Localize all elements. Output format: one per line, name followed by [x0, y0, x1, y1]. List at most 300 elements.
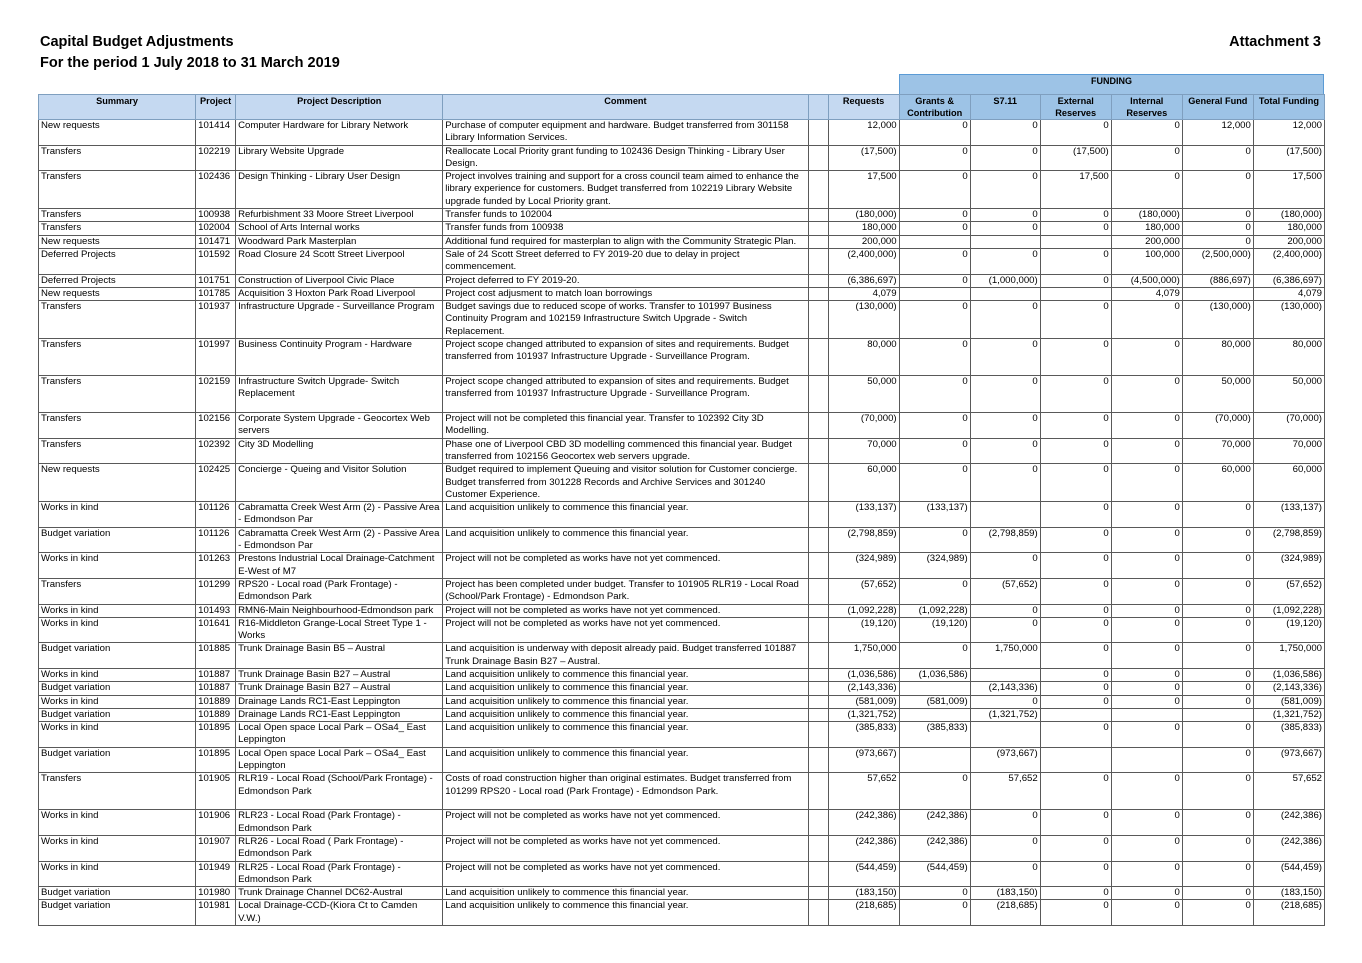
cell-total: 1,750,000: [1253, 643, 1324, 669]
cell-project: 101981: [196, 900, 236, 926]
cell-comment: Land acquisition unlikely to commence this financial year.: [443, 900, 808, 926]
cell-project: 101887: [196, 682, 236, 695]
cell-external: 0: [1040, 274, 1111, 287]
cell-grants: 0: [899, 900, 970, 926]
cell-internal: (180,000): [1111, 209, 1182, 222]
cell-external: 0: [1040, 668, 1111, 681]
table-row: [39, 413, 1325, 439]
table-row: [39, 376, 1325, 413]
cell-comment: Land acquisition unlikely to commence this financial year.: [443, 695, 808, 708]
cell-requests: 70,000: [828, 438, 899, 464]
cell-external: 0: [1040, 527, 1111, 553]
cell-general: 50,000: [1182, 376, 1253, 413]
cell-internal: (4,500,000): [1111, 274, 1182, 287]
cell-summary: Works in kind: [39, 810, 196, 836]
cell-description: Trunk Drainage Basin B5 – Austral: [236, 643, 443, 669]
cell-external: 0: [1040, 643, 1111, 669]
cell-s711: 0: [970, 376, 1040, 413]
cell-internal: 0: [1111, 900, 1182, 926]
cell-project: 102425: [196, 464, 236, 502]
cell-spacer: [808, 502, 828, 528]
cell-requests: (130,000): [828, 301, 899, 339]
cell-grants: (1,092,228): [899, 604, 970, 617]
table-row: [39, 861, 1325, 887]
cell-general: 0: [1182, 668, 1253, 681]
cell-project: 101641: [196, 617, 236, 643]
cell-summary: Transfers: [39, 209, 196, 222]
table-row: [39, 604, 1325, 617]
cell-grants: 0: [899, 438, 970, 464]
cell-spacer: [808, 578, 828, 604]
cell-summary: Works in kind: [39, 861, 196, 887]
cell-s711: 0: [970, 464, 1040, 502]
cell-grants: (385,833): [899, 722, 970, 748]
cell-grants: (133,137): [899, 502, 970, 528]
table-row: [39, 900, 1325, 926]
cell-external: 0: [1040, 617, 1111, 643]
cell-total: (1,321,752): [1253, 708, 1324, 721]
cell-general: 0: [1182, 617, 1253, 643]
cell-comment: Project will not be completed this financial year. Transfer to 102392 City 3D Modelling.: [443, 413, 808, 439]
cell-s711: [970, 668, 1040, 681]
cell-external: 0: [1040, 376, 1111, 413]
cell-summary: Deferred Projects: [39, 248, 196, 274]
cell-s711: [970, 722, 1040, 748]
table-row: [39, 464, 1325, 502]
cell-general: (130,000): [1182, 301, 1253, 339]
cell-external: 0: [1040, 722, 1111, 748]
cell-general: [1182, 287, 1253, 300]
cell-comment: Project has been completed under budget. Transfer to 101905 RLR19 - Local Road (School/Park Frontage) - Edmondson Park.: [443, 578, 808, 604]
cell-spacer: [808, 887, 828, 900]
cell-description: Prestons Industrial Local Drainage-Catchment E-West of M7: [236, 553, 443, 579]
cell-spacer: [808, 413, 828, 439]
cell-total: (242,386): [1253, 835, 1324, 861]
cell-total: (70,000): [1253, 413, 1324, 439]
table-row: [39, 145, 1325, 171]
cell-external: 0: [1040, 604, 1111, 617]
cell-total: 4,079: [1253, 287, 1324, 300]
cell-total: (242,386): [1253, 810, 1324, 836]
cell-grants: [899, 747, 970, 773]
cell-external: 0: [1040, 810, 1111, 836]
cell-spacer: [808, 438, 828, 464]
cell-comment: Purchase of computer equipment and hardware. Budget transferred from 301158 Library Information Services.: [443, 120, 808, 146]
cell-requests: 80,000: [828, 339, 899, 376]
cell-total: (2,798,859): [1253, 527, 1324, 553]
cell-comment: Costs of road construction higher than original estimates. Budget transferred from 101299 RPS20 - Local road (Park Frontage) - Edmondson Park.: [443, 773, 808, 810]
cell-general: 0: [1182, 835, 1253, 861]
cell-s711: 1,750,000: [970, 643, 1040, 669]
cell-total: (6,386,697): [1253, 274, 1324, 287]
cell-project: 101980: [196, 887, 236, 900]
cell-total: 180,000: [1253, 222, 1324, 235]
cell-spacer: [808, 900, 828, 926]
cell-internal: 0: [1111, 835, 1182, 861]
cell-total: (973,667): [1253, 747, 1324, 773]
cell-spacer: [808, 222, 828, 235]
cell-project: 101997: [196, 339, 236, 376]
cell-comment: Budget savings due to reduced scope of works. Transfer to 101997 Business Continuity Program and 102159 Infrastructure Switch Upgrade - Switch Replacement.: [443, 301, 808, 339]
cell-project: 101751: [196, 274, 236, 287]
table-row: [39, 235, 1325, 248]
cell-project: 101126: [196, 527, 236, 553]
cell-s711: 0: [970, 248, 1040, 274]
cell-grants: [899, 682, 970, 695]
table-row: [39, 438, 1325, 464]
cell-total: (2,143,336): [1253, 682, 1324, 695]
cell-requests: (70,000): [828, 413, 899, 439]
cell-comment: Land acquisition unlikely to commence this financial year.: [443, 722, 808, 748]
cell-requests: 4,079: [828, 287, 899, 300]
cell-spacer: [808, 722, 828, 748]
cell-summary: Budget variation: [39, 887, 196, 900]
cell-general: 0: [1182, 695, 1253, 708]
cell-internal: 0: [1111, 502, 1182, 528]
cell-summary: New requests: [39, 464, 196, 502]
cell-summary: Budget variation: [39, 900, 196, 926]
cell-internal: 0: [1111, 171, 1182, 209]
cell-s711: 0: [970, 604, 1040, 617]
cell-description: RPS20 - Local road (Park Frontage) - Edmondson Park: [236, 578, 443, 604]
cell-total: (183,150): [1253, 887, 1324, 900]
cell-s711: (1,321,752): [970, 708, 1040, 721]
cell-summary: Transfers: [39, 773, 196, 810]
cell-description: Drainage Lands RC1-East Leppington: [236, 695, 443, 708]
cell-spacer: [808, 695, 828, 708]
cell-spacer: [808, 604, 828, 617]
table-row: [39, 810, 1325, 836]
cell-grants: 0: [899, 301, 970, 339]
cell-general: 0: [1182, 527, 1253, 553]
cell-grants: [899, 235, 970, 248]
cell-comment: Reallocate Local Priority grant funding to 102436 Design Thinking - Library User Design.: [443, 145, 808, 171]
cell-spacer: [808, 301, 828, 339]
cell-general: 60,000: [1182, 464, 1253, 502]
cell-spacer: [808, 274, 828, 287]
cell-s711: 0: [970, 810, 1040, 836]
cell-comment: Budget required to implement Queuing and visitor solution for Customer concierge. Budget transferred from 301228 Records and Archive Services and 301240 Customer Experience.: [443, 464, 808, 502]
cell-requests: 12,000: [828, 120, 899, 146]
cell-spacer: [808, 617, 828, 643]
cell-project: 101889: [196, 695, 236, 708]
cell-description: Drainage Lands RC1-East Leppington: [236, 708, 443, 721]
cell-summary: Budget variation: [39, 643, 196, 669]
cell-spacer: [808, 339, 828, 376]
cell-external: 0: [1040, 553, 1111, 579]
cell-total: 200,000: [1253, 235, 1324, 248]
cell-summary: Budget variation: [39, 747, 196, 773]
cell-description: Construction of Liverpool Civic Place: [236, 274, 443, 287]
cell-grants: (581,009): [899, 695, 970, 708]
cell-summary: Works in kind: [39, 502, 196, 528]
cell-internal: 100,000: [1111, 248, 1182, 274]
table-row: [39, 578, 1325, 604]
cell-general: 0: [1182, 145, 1253, 171]
cell-internal: 0: [1111, 301, 1182, 339]
cell-external: 17,500: [1040, 171, 1111, 209]
cell-grants: 0: [899, 120, 970, 146]
cell-requests: (6,386,697): [828, 274, 899, 287]
cell-external: 0: [1040, 301, 1111, 339]
cell-requests: (242,386): [828, 835, 899, 861]
cell-description: Computer Hardware for Library Network: [236, 120, 443, 146]
cell-grants: 0: [899, 527, 970, 553]
cell-s711: 0: [970, 695, 1040, 708]
cell-requests: (973,667): [828, 747, 899, 773]
cell-comment: Project will not be completed as works have not yet commenced.: [443, 861, 808, 887]
cell-external: 0: [1040, 835, 1111, 861]
cell-general: (70,000): [1182, 413, 1253, 439]
cell-requests: (385,833): [828, 722, 899, 748]
cell-project: 101263: [196, 553, 236, 579]
col-grants: Grants & Contribution: [899, 95, 970, 120]
cell-comment: Land acquisition unlikely to commence this financial year.: [443, 527, 808, 553]
cell-external: 0: [1040, 413, 1111, 439]
cell-spacer: [808, 835, 828, 861]
cell-comment: Land acquisition unlikely to commence this financial year.: [443, 682, 808, 695]
cell-grants: 0: [899, 643, 970, 669]
cell-internal: 0: [1111, 887, 1182, 900]
cell-total: (1,036,586): [1253, 668, 1324, 681]
cell-description: Refurbishment 33 Moore Street Liverpool: [236, 209, 443, 222]
cell-s711: 0: [970, 553, 1040, 579]
table-row: [39, 695, 1325, 708]
cell-description: Library Website Upgrade: [236, 145, 443, 171]
cell-grants: 0: [899, 578, 970, 604]
cell-internal: 0: [1111, 120, 1182, 146]
cell-summary: Transfers: [39, 578, 196, 604]
cell-comment: Project will not be completed as works have not yet commenced.: [443, 617, 808, 643]
cell-total: 17,500: [1253, 171, 1324, 209]
cell-external: 0: [1040, 773, 1111, 810]
cell-external: [1040, 287, 1111, 300]
table-row: [39, 643, 1325, 669]
col-project: Project: [196, 95, 236, 120]
cell-project: 102219: [196, 145, 236, 171]
cell-project: 101493: [196, 604, 236, 617]
cell-total: 12,000: [1253, 120, 1324, 146]
cell-internal: [1111, 708, 1182, 721]
cell-description: City 3D Modelling: [236, 438, 443, 464]
cell-project: 100938: [196, 209, 236, 222]
cell-comment: Transfer funds to 102004: [443, 209, 808, 222]
col-s711: S7.11: [970, 95, 1040, 120]
cell-summary: Budget variation: [39, 708, 196, 721]
cell-s711: 0: [970, 120, 1040, 146]
cell-general: 12,000: [1182, 120, 1253, 146]
cell-project: 101471: [196, 235, 236, 248]
cell-external: 0: [1040, 438, 1111, 464]
table-row: [39, 274, 1325, 287]
cell-s711: 0: [970, 339, 1040, 376]
cell-project: 101907: [196, 835, 236, 861]
cell-total: (581,009): [1253, 695, 1324, 708]
cell-internal: 0: [1111, 464, 1182, 502]
cell-external: 0: [1040, 861, 1111, 887]
table-row: [39, 527, 1325, 553]
cell-project: 101895: [196, 747, 236, 773]
cell-grants: 0: [899, 339, 970, 376]
cell-requests: (1,036,586): [828, 668, 899, 681]
cell-project: 101906: [196, 810, 236, 836]
cell-external: 0: [1040, 222, 1111, 235]
cell-external: 0: [1040, 120, 1111, 146]
col-comment: Comment: [443, 95, 808, 120]
cell-summary: Transfers: [39, 301, 196, 339]
cell-spacer: [808, 145, 828, 171]
cell-description: Business Continuity Program - Hardware: [236, 339, 443, 376]
table-row: [39, 171, 1325, 209]
cell-grants: 0: [899, 464, 970, 502]
cell-spacer: [808, 171, 828, 209]
cell-total: (544,459): [1253, 861, 1324, 887]
cell-requests: (57,652): [828, 578, 899, 604]
cell-internal: 180,000: [1111, 222, 1182, 235]
cell-total: (130,000): [1253, 301, 1324, 339]
cell-general: 0: [1182, 235, 1253, 248]
cell-external: [1040, 708, 1111, 721]
cell-grants: 0: [899, 145, 970, 171]
cell-internal: 0: [1111, 682, 1182, 695]
cell-requests: 57,652: [828, 773, 899, 810]
cell-s711: (2,143,336): [970, 682, 1040, 695]
cell-internal: 0: [1111, 722, 1182, 748]
cell-comment: Land acquisition unlikely to commence this financial year.: [443, 887, 808, 900]
cell-general: 0: [1182, 861, 1253, 887]
cell-s711: (1,000,000): [970, 274, 1040, 287]
cell-summary: Transfers: [39, 339, 196, 376]
cell-description: Trunk Drainage Basin B27 – Austral: [236, 682, 443, 695]
table-row: [39, 835, 1325, 861]
cell-grants: 0: [899, 209, 970, 222]
cell-general: (886,697): [1182, 274, 1253, 287]
cell-internal: 4,079: [1111, 287, 1182, 300]
cell-total: 50,000: [1253, 376, 1324, 413]
cell-requests: (324,989): [828, 553, 899, 579]
cell-summary: New requests: [39, 287, 196, 300]
cell-summary: Transfers: [39, 171, 196, 209]
cell-s711: 0: [970, 145, 1040, 171]
cell-internal: 0: [1111, 553, 1182, 579]
cell-external: [1040, 747, 1111, 773]
cell-project: 101126: [196, 502, 236, 528]
cell-description: Infrastructure Switch Upgrade- Switch Replacement: [236, 376, 443, 413]
cell-s711: 0: [970, 861, 1040, 887]
cell-spacer: [808, 553, 828, 579]
cell-general: 0: [1182, 604, 1253, 617]
table-row: [39, 887, 1325, 900]
cell-description: Design Thinking - Library User Design: [236, 171, 443, 209]
cell-spacer: [808, 708, 828, 721]
cell-spacer: [808, 248, 828, 274]
cell-general: 0: [1182, 209, 1253, 222]
cell-summary: Transfers: [39, 376, 196, 413]
cell-internal: 0: [1111, 617, 1182, 643]
cell-description: R16-Middleton Grange-Local Street Type 1 - Works: [236, 617, 443, 643]
cell-grants: 0: [899, 274, 970, 287]
cell-internal: 200,000: [1111, 235, 1182, 248]
cell-project: 101299: [196, 578, 236, 604]
cell-external: (17,500): [1040, 145, 1111, 171]
cell-project: 102392: [196, 438, 236, 464]
table-row: [39, 248, 1325, 274]
cell-summary: Deferred Projects: [39, 274, 196, 287]
attachment-label: Attachment 3: [1229, 34, 1321, 50]
cell-grants: (242,386): [899, 835, 970, 861]
cell-general: 0: [1182, 900, 1253, 926]
cell-comment: Project scope changed attributed to expansion of sites and requirements. Budget transferred from 101937 Infrastructure Upgrade - Surveillance Program.: [443, 339, 808, 376]
cell-project: 102159: [196, 376, 236, 413]
cell-external: 0: [1040, 695, 1111, 708]
cell-requests: (242,386): [828, 810, 899, 836]
cell-spacer: [808, 668, 828, 681]
cell-summary: Transfers: [39, 438, 196, 464]
cell-requests: 17,500: [828, 171, 899, 209]
cell-comment: Project will not be completed as works have not yet commenced.: [443, 810, 808, 836]
cell-total: 57,652: [1253, 773, 1324, 810]
cell-general: 0: [1182, 553, 1253, 579]
cell-general: 0: [1182, 747, 1253, 773]
cell-s711: (2,798,859): [970, 527, 1040, 553]
cell-description: Local Open space Local Park – OSa4_ East Leppington: [236, 722, 443, 748]
cell-s711: [970, 502, 1040, 528]
cell-s711: 0: [970, 209, 1040, 222]
cell-spacer: [808, 747, 828, 773]
cell-requests: (133,137): [828, 502, 899, 528]
cell-general: 0: [1182, 643, 1253, 669]
cell-s711: [970, 235, 1040, 248]
cell-description: RLR23 - Local Road (Park Frontage) - Edmondson Park: [236, 810, 443, 836]
cell-summary: Works in kind: [39, 722, 196, 748]
cell-total: (180,000): [1253, 209, 1324, 222]
cell-internal: 0: [1111, 339, 1182, 376]
cell-general: (2,500,000): [1182, 248, 1253, 274]
cell-description: Woodward Park Masterplan: [236, 235, 443, 248]
cell-internal: 0: [1111, 376, 1182, 413]
cell-spacer: [808, 120, 828, 146]
cell-summary: Works in kind: [39, 668, 196, 681]
cell-summary: Transfers: [39, 145, 196, 171]
cell-spacer: [808, 861, 828, 887]
cell-internal: 0: [1111, 668, 1182, 681]
cell-description: Concierge - Queing and Visitor Solution: [236, 464, 443, 502]
cell-external: 0: [1040, 502, 1111, 528]
cell-s711: (57,652): [970, 578, 1040, 604]
table-row: [39, 708, 1325, 721]
cell-external: 0: [1040, 887, 1111, 900]
cell-requests: (180,000): [828, 209, 899, 222]
cell-requests: (218,685): [828, 900, 899, 926]
cell-external: 0: [1040, 578, 1111, 604]
cell-requests: (2,798,859): [828, 527, 899, 553]
cell-general: 0: [1182, 887, 1253, 900]
cell-external: 0: [1040, 900, 1111, 926]
table-row: [39, 222, 1325, 235]
cell-project: 101592: [196, 248, 236, 274]
cell-total: 60,000: [1253, 464, 1324, 502]
cell-requests: (2,143,336): [828, 682, 899, 695]
cell-requests: (19,120): [828, 617, 899, 643]
cell-comment: Land acquisition unlikely to commence this financial year.: [443, 747, 808, 773]
cell-internal: 0: [1111, 695, 1182, 708]
cell-spacer: [808, 209, 828, 222]
cell-spacer: [808, 464, 828, 502]
cell-internal: 0: [1111, 773, 1182, 810]
cell-general: 0: [1182, 171, 1253, 209]
cell-requests: 50,000: [828, 376, 899, 413]
cell-s711: [970, 287, 1040, 300]
